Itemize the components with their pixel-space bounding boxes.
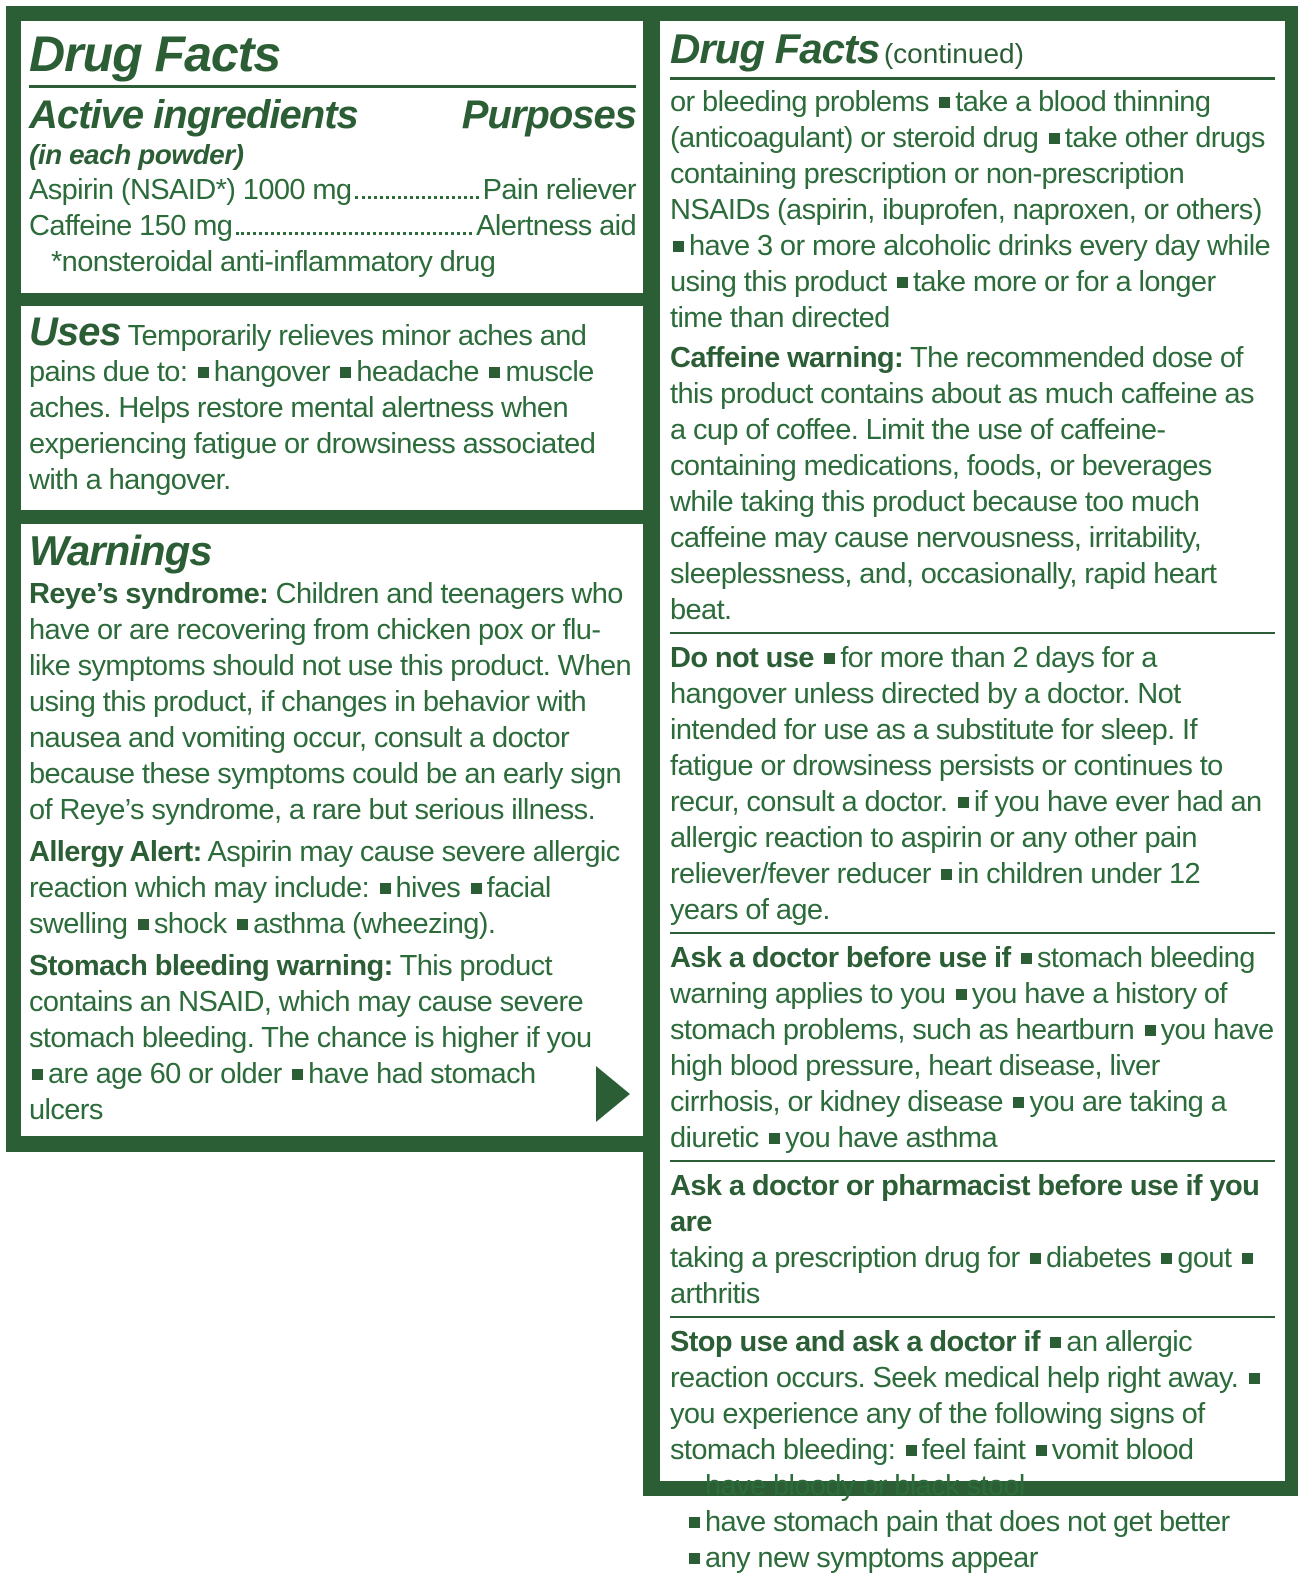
- continued-title: Drug Facts (continued): [670, 25, 1024, 72]
- bullet-icon: [1242, 1253, 1253, 1264]
- bullet-icon: [138, 919, 149, 930]
- bullet-icon: [824, 653, 835, 664]
- allergy-alert: Allergy Alert: Aspirin may cause severe allergic reaction which may include: hives facial swelling shock asthma (wheezing).: [29, 836, 620, 940]
- section-rule: [670, 932, 1275, 934]
- bullet-icon: [1145, 1025, 1156, 1036]
- bullet-icon: [1050, 1337, 1061, 1348]
- stomach-bleeding-continued: or bleeding problems take a blood thinning (anticoagulant) or steroid drug take other drugs containing prescription or non-prescription NSAIDs (aspirin, ibuprofen, naproxen, or others) have 3 or more alcoholic drinks every day while using this product take more or for a longer time than directed: [670, 86, 1271, 334]
- purposes-heading: Purposes: [461, 93, 636, 137]
- bullet-icon: [489, 367, 500, 378]
- active-ingredients-heading: Active ingredients: [29, 93, 358, 137]
- leader-dots: [236, 208, 472, 235]
- bullet-icon: [689, 1481, 700, 1492]
- bullet-icon: [1021, 953, 1032, 964]
- continued-label: (continued): [883, 38, 1024, 69]
- bullet-icon: [689, 1517, 700, 1528]
- continue-arrow-icon: [596, 1066, 632, 1122]
- continued-panel: [660, 21, 1285, 1574]
- bullet-icon: [32, 1069, 43, 1080]
- bullet-icon: [906, 1445, 917, 1456]
- bullet-icon: [769, 1133, 780, 1144]
- stop-subitem: any new symptoms appear: [670, 1540, 1275, 1576]
- bullet-icon: [237, 919, 248, 930]
- ingredient-purpose: Pain reliever: [482, 174, 636, 206]
- ingredient-row: [29, 172, 636, 208]
- bullet-icon: [471, 883, 482, 894]
- footnote: *nonsteroidal anti-inflammatory drug: [51, 246, 496, 278]
- stop-use-section: Stop use and ask a doctor if an allergic reaction occurs. Seek medical help right away. you experience any of the following signs of stomach bleeding: feel faint vomit blood have bloody or black stool have stomach pain that does not get better any new symptoms appear: [670, 1324, 1275, 1576]
- warnings-heading: Warnings: [29, 527, 212, 574]
- bullet-icon: [198, 367, 209, 378]
- bullet-icon: [958, 797, 969, 808]
- uses-text: Uses Temporarily relieves minor aches and pains due to: hangover headache muscle aches. Helps restore mental alertness when experiencing fatigue or drowsiness associated with a hangover.: [29, 310, 596, 496]
- ask-doctor-section: Ask a doctor before use if stomach bleeding warning applies to you you have a history of stomach problems, such as heartburn you have high blood pressure, heart disease, liver cirrhosis, or kidney disease you are taking a diuretic you have asthma: [670, 942, 1274, 1154]
- ingredient-row: [29, 208, 636, 244]
- leader-dots: [355, 172, 478, 199]
- section-rule: [670, 1316, 1275, 1318]
- ask-pharmacist-section: Ask a doctor or pharmacist before use if you are taking a prescription drug for diabetes gout arthritis: [670, 1170, 1260, 1310]
- uses-heading: Uses: [29, 310, 121, 354]
- title-rule: [670, 77, 1275, 80]
- title-rule: [29, 85, 636, 88]
- bullet-icon: [340, 367, 351, 378]
- bullet-icon: [292, 1069, 303, 1080]
- stop-subitem: have stomach pain that does not get better: [670, 1504, 1275, 1540]
- bullet-icon: [1013, 1097, 1024, 1108]
- ingredient-name: Aspirin (NSAID*) 1000 mg: [29, 174, 352, 206]
- uses-panel: [21, 306, 644, 510]
- bullet-icon: [1036, 1445, 1047, 1456]
- bullet-icon: [1049, 133, 1060, 144]
- bullet-icon: [1030, 1253, 1041, 1264]
- warnings-panel: [21, 524, 644, 1136]
- bullet-icon: [941, 869, 952, 880]
- do-not-use-section: Do not use for more than 2 days for a hangover unless directed by a doctor. Not intended for use as a substitute for sleep. If fatigue or drowsiness persists or continues to recur, consult a doctor. if you have ever had an allergic reaction to aspirin or any other pain reliever/fever reducer in children under 12 years of age.: [670, 642, 1262, 926]
- section-rule: [670, 632, 1275, 634]
- bullet-icon: [956, 989, 967, 1000]
- ingredient-name: Caffeine 150 mg: [29, 210, 233, 242]
- section-rule: [670, 1160, 1275, 1162]
- bullet-icon: [939, 97, 950, 108]
- active-subheading: (in each powder): [29, 139, 244, 170]
- caffeine-warning: Caffeine warning: The recommended dose of this product contains about as much caffeine as a cup of coffee. Limit the use of caffeine-containing medications, foods, or beverages while taking this product because too much caffeine may cause nervousness, irritability, sleeplessness, and, occasionally, rapid heart beat.: [670, 342, 1254, 626]
- bullet-icon: [380, 883, 391, 894]
- bullet-icon: [1161, 1253, 1172, 1264]
- bullet-icon: [897, 277, 908, 288]
- stomach-bleeding-warning: Stomach bleeding warning: This product contains an NSAID, which may cause severe stomach bleeding. The chance is higher if you are age 60 or older have had stomach ulcers: [29, 950, 592, 1126]
- bullet-icon: [1249, 1373, 1260, 1384]
- drug-facts-title: Drug Facts: [29, 26, 281, 82]
- bullet-icon: [689, 1553, 700, 1564]
- stop-subitem: have bloody or black stool: [670, 1468, 1275, 1504]
- reye-warning: Reye’s syndrome: Children and teenagers who have or are recovering from chicken pox or flu-like symptoms should not use this product. When using this product, if changes in behavior with nausea and vomiting occur, consult a doctor because these symptoms could be an early sign of Reye’s syndrome, a rare but serious illness.: [29, 578, 632, 826]
- active-ingredients-panel: [21, 21, 644, 293]
- bullet-icon: [673, 241, 684, 252]
- ingredient-purpose: Alertness aid: [476, 210, 636, 242]
